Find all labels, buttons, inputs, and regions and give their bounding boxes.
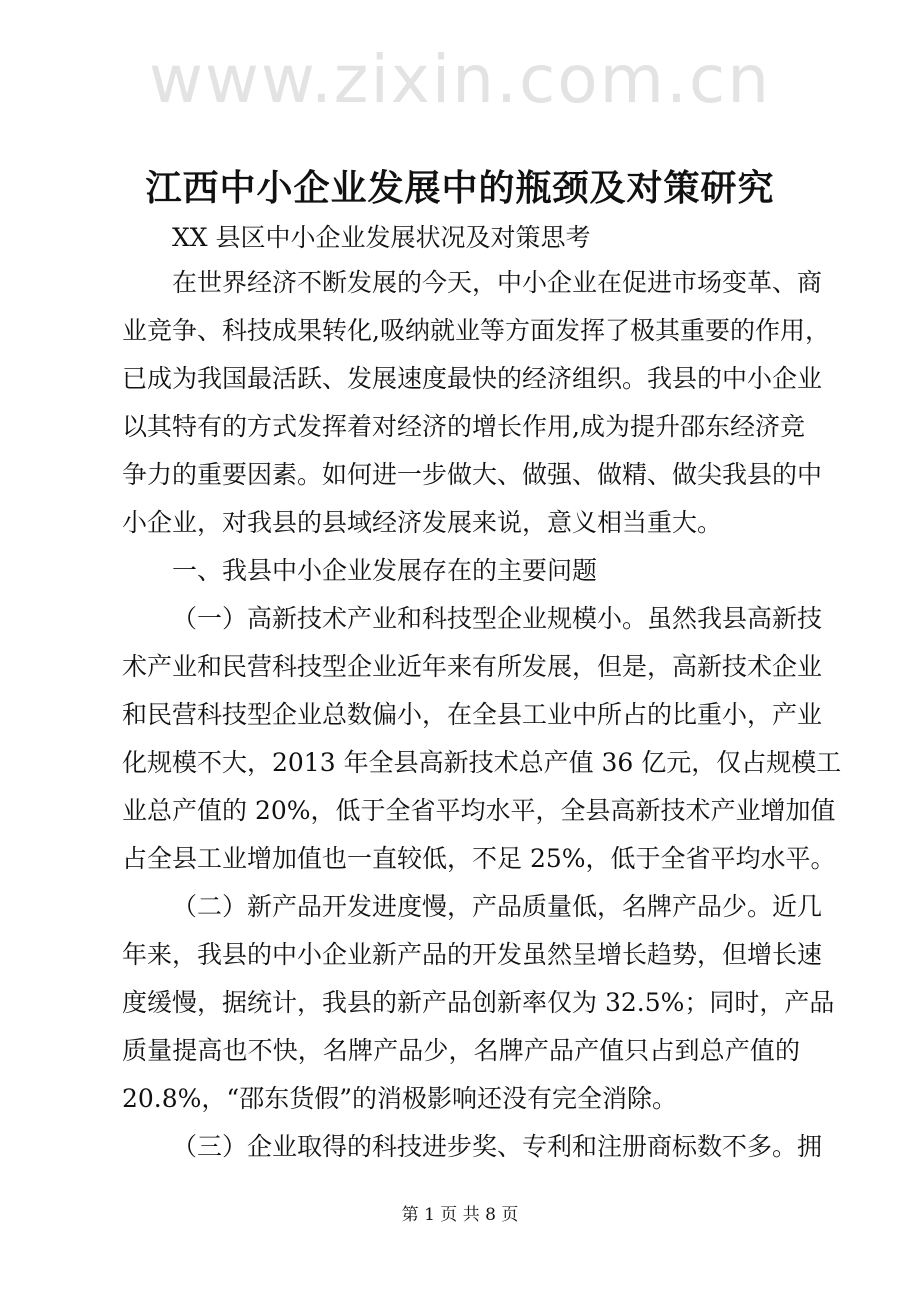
text-line: 在世界经济不断发展的今天，中小企业在促进市场变革、商 bbox=[172, 268, 823, 297]
text-line: 小企业，对我县的县域经济发展来说，意义相当重大。 bbox=[122, 508, 723, 537]
text-line: （二）新产品开发进度慢，产品质量低，名牌产品少。近几 bbox=[172, 892, 823, 921]
watermark: www.zixin.com.cn bbox=[148, 41, 772, 118]
text-line: 年来，我县的中小企业新产品的开发虽然呈增长趋势，但增长速 bbox=[122, 940, 823, 969]
text-line: 和民营科技型企业总数偏小，在全县工业中所占的比重小，产业 bbox=[122, 700, 823, 729]
text-line: 业总产值的 20%，低于全省平均水平，全县高新技术产业增加值 bbox=[122, 796, 836, 825]
text-line: （一）高新技术产业和科技型企业规模小。虽然我县高新技 bbox=[172, 604, 823, 633]
text-line: 度缓慢，据统计，我县的新产品创新率仅为 32.5%；同时，产品 bbox=[122, 988, 835, 1017]
page-footer: 第 1 页 共 8 页 bbox=[401, 1205, 519, 1225]
text-line: 已成为我国最活跃、发展速度最快的经济组织。我县的中小企业 bbox=[122, 364, 823, 393]
subtitle: XX 县区中小企业发展状况及对策思考 bbox=[172, 223, 591, 252]
text-line: 业竞争、科技成果转化,吸纳就业等方面发挥了极其重要的作用， bbox=[122, 316, 830, 345]
text-line: 质量提高也不快，名牌产品少，名牌产品产值只占到总产值的 bbox=[122, 1036, 800, 1065]
text-line: 化规模不大，2013 年全县高新技术总产值 36 亿元，仅占规模工 bbox=[122, 748, 842, 777]
document-title: 江西中小企业发展中的瓶颈及对策研究 bbox=[145, 168, 775, 209]
text-line: 占全县工业增加值也一直较低，不足 25%，低于全省平均水平。 bbox=[122, 844, 836, 873]
text-line: 一、我县中小企业发展存在的主要问题 bbox=[172, 556, 598, 585]
text-line: 20.8%，“邵东货假”的消极影响还没有完全消除。 bbox=[122, 1084, 677, 1113]
text-line: 争力的重要因素。如何进一步做大、做强、做精、做尖我县的中 bbox=[122, 460, 823, 489]
text-line: （三）企业取得的科技进步奖、专利和注册商标数不多。拥 bbox=[172, 1132, 823, 1161]
text-line: 术产业和民营科技型企业近年来有所发展，但是，高新技术企业 bbox=[122, 652, 823, 681]
text-line: 以其特有的方式发挥着对经济的增长作用,成为提升邵东经济竞 bbox=[122, 412, 805, 441]
